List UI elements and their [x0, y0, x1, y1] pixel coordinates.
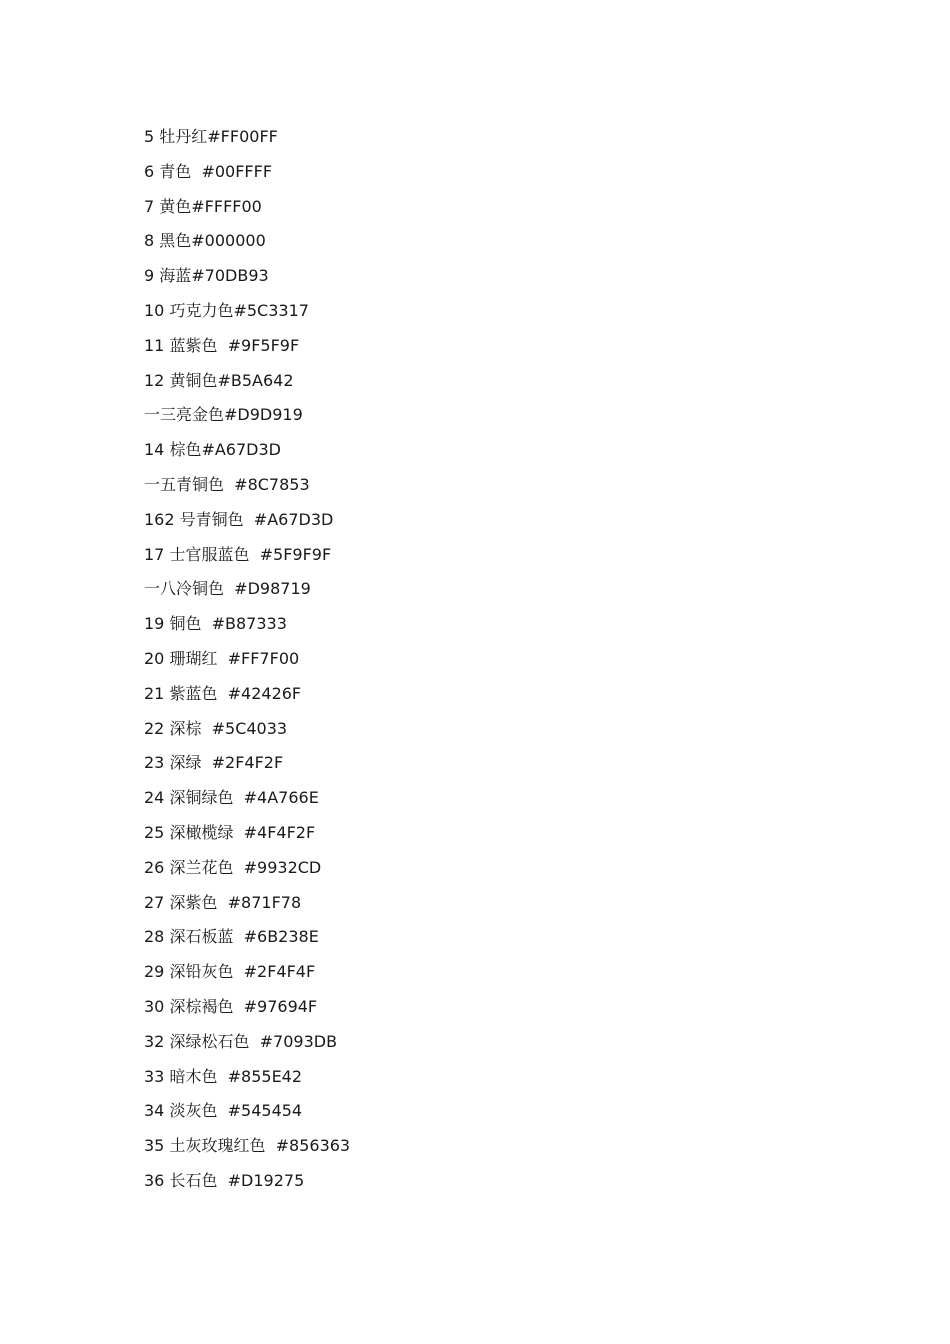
list-item: 6 青色 #00FFFF [144, 161, 273, 181]
list-item: 23 深绿 #2F4F2F [144, 753, 284, 773]
list-item: 17 士官服蓝色 #5F9F9F [144, 544, 332, 564]
list-item: 24 深铜绿色 #4A766E [144, 788, 319, 808]
list-item: 22 深棕 #5C4033 [144, 718, 288, 738]
list-item: 26 深兰花色 #9932CD [144, 857, 322, 877]
list-item: 12 黄铜色#B5A642 [144, 370, 294, 390]
list-item: 5 牡丹红#FF00FF [144, 127, 278, 146]
list-item: 一五青铜色 #8C7853 [144, 474, 310, 494]
list-item: 34 淡灰色 #545454 [144, 1101, 303, 1121]
list-item: 7 黄色#FFFF00 [144, 196, 262, 216]
list-item: 一八冷铜色 #D98719 [144, 579, 311, 599]
list-item: 32 深绿松石色 #7093DB [144, 1031, 338, 1051]
list-item: 35 土灰玫瑰红色 #856363 [144, 1136, 351, 1156]
list-item: 30 深棕褐色 #97694F [144, 996, 318, 1016]
list-item: 21 紫蓝色 #42426F [144, 683, 302, 703]
list-item: 14 棕色#A67D3D [144, 440, 281, 460]
list-item: 20 珊瑚红 #FF7F00 [144, 648, 300, 668]
list-item: 9 海蓝#70DB93 [144, 266, 269, 286]
list-item: 162 号青铜色 #A67D3D [144, 509, 334, 529]
list-item: 19 铜色 #B87333 [144, 614, 287, 634]
list-item: 一三亮金色#D9D919 [144, 405, 303, 425]
list-item: 29 深铅灰色 #2F4F4F [144, 962, 316, 982]
list-item: 10 巧克力色#5C3317 [144, 300, 309, 320]
list-item: 25 深橄榄绿 #4F4F2F [144, 822, 316, 842]
list-item: 8 黑色#000000 [144, 231, 266, 251]
list-item: 27 深紫色 #871F78 [144, 892, 302, 912]
list-item: 33 暗木色 #855E42 [144, 1066, 303, 1086]
list-item: 36 长石色 #D19275 [144, 1170, 305, 1190]
list-item: 11 蓝紫色 #9F5F9F [144, 335, 300, 355]
color-list [144, 126, 350, 1205]
list-item: 28 深石板蓝 #6B238E [144, 927, 319, 947]
